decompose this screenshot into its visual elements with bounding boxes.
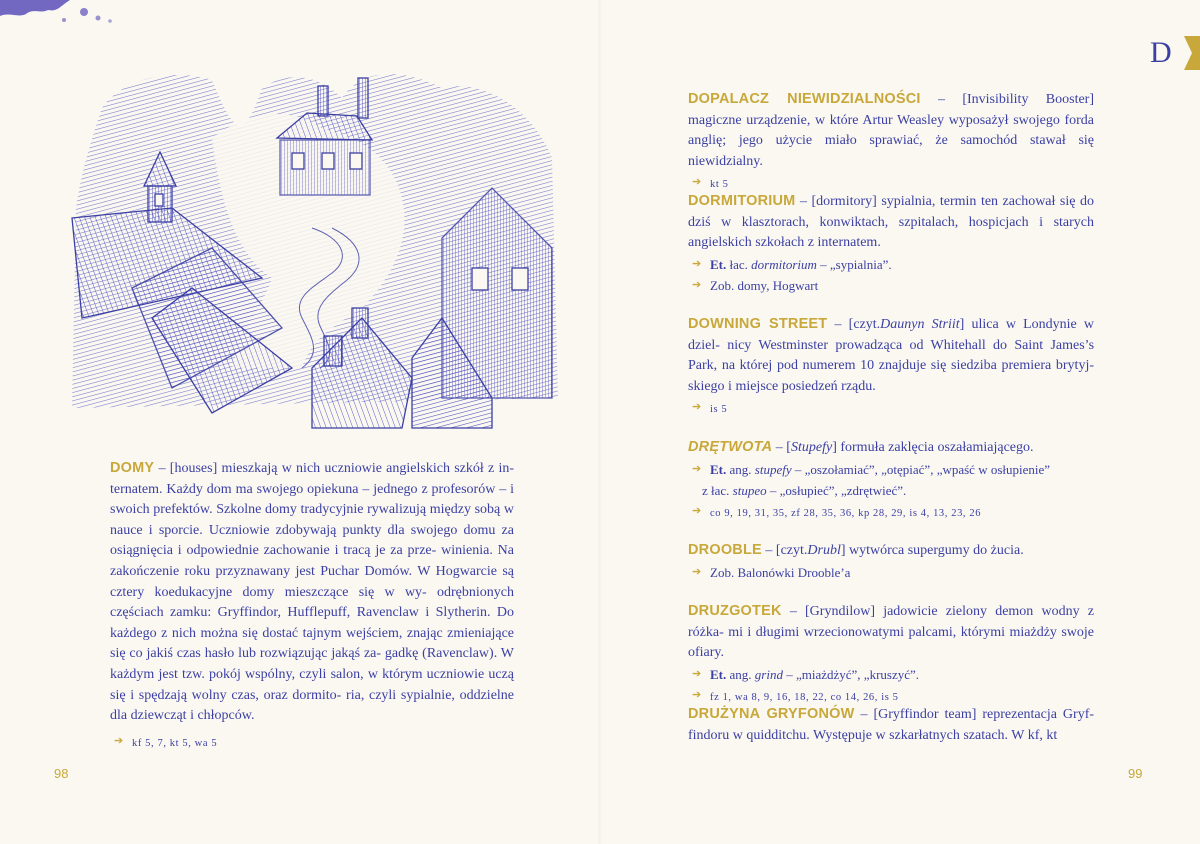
- arrow-icon: ➔: [692, 278, 702, 291]
- arrow-icon: ➔: [692, 257, 702, 270]
- entry-head: DROOBLE: [688, 542, 762, 558]
- entry-head: DRĘTWOTA: [688, 439, 773, 455]
- entry-domy: [110, 458, 514, 754]
- entry-head: DOMY: [110, 460, 155, 476]
- entry-head: DRUZGOTEK: [688, 603, 782, 619]
- entry-head: DOPALACZ NIEWIDZIALNOŚCI: [688, 91, 921, 107]
- entry-reference: ➔ fz 1, wa 8, 9, 16, 18, 22, co 14, 26, is 5: [688, 685, 1094, 708]
- arrow-icon: ➔: [692, 667, 702, 680]
- arrow-icon: ➔: [692, 176, 702, 189]
- entry-downing-street: DOWNING STREET – [czyt.Daunyn Striit] ulica w Londynie w dziel- nicy Westminster prowadząca od Whitehall do Saint James’s Park, na której pod numerem 10 znajduje się siedziba premiera brytyj- skiego i miejsce posiedzeń rządu. ➔ is 5: [688, 314, 1094, 420]
- entry-reference: ➔ kf 5, 7, kt 5, wa 5: [110, 731, 514, 754]
- entry-druzgotek: DRUZGOTEK – [Gryndilow] jadowicie zielony demon wodny z różka- mi i długimi wrzecionowatymi palcami, którymi miażdży swoje ofiary. ➔ Et. ang. grind – „miażdżyć”, „kruszyć”. ➔ fz 1, wa 8, 9, 16, 18, 22, co 14, 26, is 5: [688, 601, 1094, 708]
- entry-dormitorium: DORMITORIUM – [dormitory] sypialnia, termin ten zachował się do dziś w klasztorach, konwiktach, szpitalach, hospicjach i starych angielskich szkołach z internatem. ➔ Et. łac. dormitorium – „sypialnia”. ➔ Zob. domy, Hogwart: [688, 191, 1094, 296]
- entry-etymology: ➔ Et. ang. stupefy – „oszołamiać”, „otępiać”, „wpaść w osłupienie”: [688, 459, 1094, 480]
- entry-dopalacz: DOPALACZ NIEWIDZIALNOŚCI – [Invisibility Booster] magiczne urządzenie, w które Artur Weasley wyposażył swojego forda anglię; jego użycie miało sprawiać, że samochód stawał się niewidzialny. ➔ kt 5: [688, 89, 1094, 195]
- entry-head: DORMITORIUM: [688, 193, 796, 209]
- entry-text: DOMY – [houses] mieszkają w nich uczniowie angielskich szkół z in- ternatem. Każdy dom ma swojego opiekuna – jednego z profesorów – i swoich prefektów. Szkolne domy tradycyjnie rywalizują między sobą w nauce i sporcie. Uczniowie zdobywają punkty dla swojego domu za osiągnięcia i odpowiednie zachowanie i tracą je za prze- winienia. Na zakończenie roku przyznawany jest Puchar Domów. W Hogwarcie są cztery koedukacyjne domy mieszczące się w wy- odrębnionych częściach zamku: Gryffindor, Hufflepuff, Ravenclaw i Slytherin. Do każdego z nich można się dostać tajnym wejściem, znając zmieniające się co jakiś czas hasło lub rozwiązując jakąś za- gadkę (Ravenclaw). W każdym jest tzw. pokój wspólny, czyli salon, w którym uczniowie uczą się i spędzają wolny czas, oraz dormito- ria, czyli sypialnie, oddzielne dla dziewcząt i chłopców.: [110, 460, 515, 724]
- entry-drooble: DROOBLE – [czyt.Drubl] wytwórca supergumy do żucia. ➔ Zob. Balonówki Drooble’a: [688, 540, 1094, 583]
- entry-reference: ➔ kt 5: [688, 172, 1094, 195]
- entry-see-also: ➔ Zob. Balonówki Drooble’a: [688, 562, 1094, 583]
- arrow-icon: ➔: [692, 462, 702, 475]
- hogsmeade-illustration: [62, 68, 562, 430]
- entry-etymology: ➔ Et. ang. grind – „miażdżyć”, „kruszyć”.: [688, 664, 1094, 685]
- arrow-icon: ➔: [692, 401, 702, 414]
- gutter: [598, 0, 602, 844]
- entry-head: DRUŻYNA GRYFONÓW: [688, 706, 855, 722]
- arrow-icon: ➔: [692, 565, 702, 578]
- entry-reference: ➔ is 5: [688, 397, 1094, 420]
- section-letter-tab: [1140, 30, 1200, 78]
- entry-etymology-cont: z łac. stupeo – „osłupieć”, „zdrętwieć”.: [702, 482, 907, 498]
- entry-see-also: ➔ Zob. domy, Hogwart: [688, 275, 1094, 296]
- entry-druzyna-gryfonow: DRUŻYNA GRYFONÓW – [Gryffindor team] reprezentacja Gryf- findoru w quidditchu. Występuje w szkarłatnych szatach. W kf, kt: [688, 706, 1095, 743]
- page-number-right: 99: [1128, 766, 1143, 781]
- entry-reference: ➔ co 9, 19, 31, 35, zf 28, 35, 36, kp 28, 29, is 4, 13, 23, 26: [688, 501, 1094, 524]
- page-number-left: 98: [54, 766, 69, 781]
- arrow-icon: ➔: [114, 734, 124, 747]
- section-letter: D: [1150, 36, 1172, 69]
- arrow-icon: ➔: [692, 504, 702, 517]
- entry-dretwota: DRĘTWOTA – [Stupefy] formuła zaklęcia oszałamiającego. ➔ Et. ang. stupefy – „oszołamiać”, „otępiać”, „wpaść w osłupienie” z łac. stupeo – „osłupieć”, „zdrętwieć”. ➔ co 9, 19, 31, 35, zf 28, 35, 36, kp 28, 29, is 4, 13, 23, 26: [688, 437, 1094, 524]
- arrow-icon: ➔: [692, 688, 702, 701]
- entry-head: DOWNING STREET: [688, 316, 828, 332]
- ink-splash: [0, 0, 130, 40]
- entry-etymology: ➔ Et. łac. dormitorium – „sypialnia”.: [688, 254, 1094, 275]
